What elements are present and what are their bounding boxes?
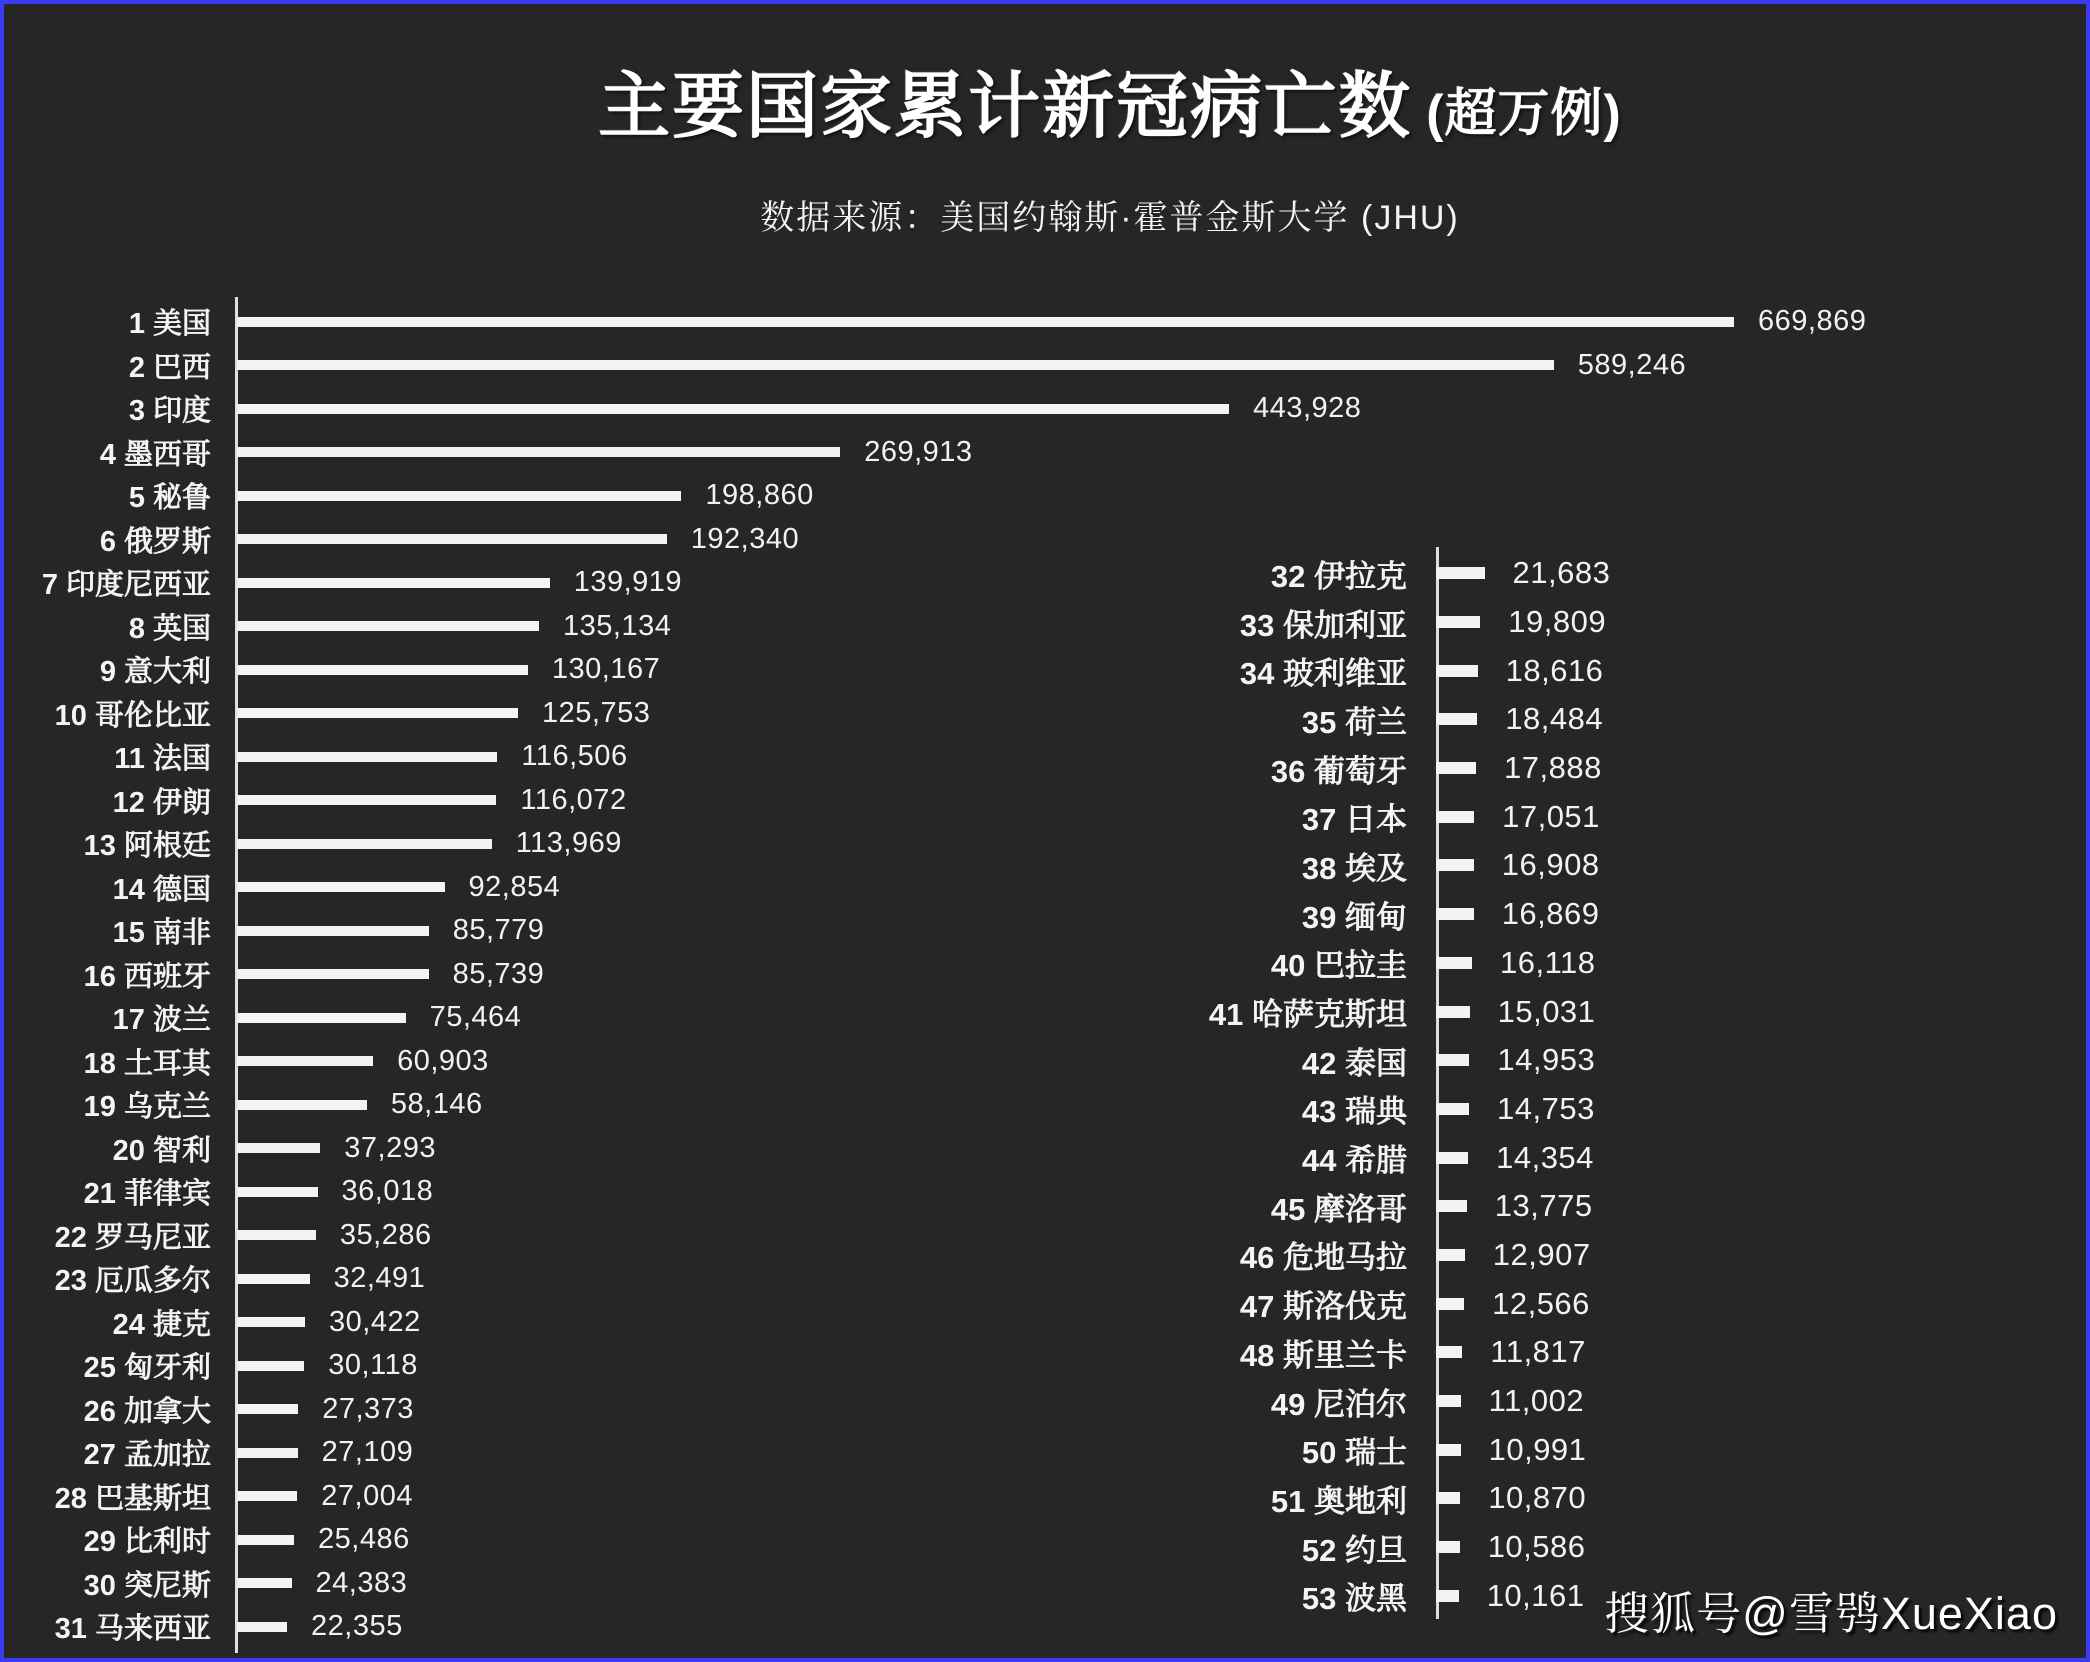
- bar-row-value: 85,779: [452, 914, 545, 947]
- bar-row-value: 22,355: [311, 1610, 403, 1643]
- bar: [237, 1013, 406, 1023]
- bar-row-label: 23 厄瓜多尔: [54, 1265, 211, 1298]
- bar-row-value: 113,969: [515, 827, 622, 860]
- bar-row-value: 15,031: [1497, 993, 1596, 1029]
- bar-row-value: 75,464: [429, 1001, 522, 1034]
- bar-row: [8, 431, 1866, 475]
- bar-row-value: 24,383: [315, 1566, 408, 1599]
- bar: [1436, 1200, 1467, 1212]
- bar-row-value: 12,907: [1492, 1236, 1591, 1272]
- bar-row-value: 130,167: [551, 653, 661, 686]
- bar-row-value: 10,991: [1488, 1431, 1587, 1467]
- bar-row-value: 13,775: [1494, 1188, 1593, 1224]
- bar-row: [1154, 549, 1610, 598]
- bar-row: [8, 300, 1866, 344]
- bar-row-value: 18,616: [1505, 652, 1604, 688]
- bar-row-label: 36 葡萄牙: [1270, 753, 1407, 789]
- chart-title-main: 主要国家累计新冠病亡数: [598, 67, 1413, 147]
- bar-row-value: 16,908: [1501, 847, 1600, 883]
- bar: [237, 1274, 310, 1284]
- bar-row-label: 24 捷克: [112, 1308, 211, 1341]
- bar-row-label: 52 约旦: [1301, 1532, 1407, 1568]
- bar-row-value: 27,004: [321, 1479, 413, 1512]
- bar-row: [1154, 1377, 1610, 1426]
- bar-row-label: 46 危地马拉: [1239, 1240, 1407, 1276]
- bar: [1436, 713, 1477, 725]
- bar-row-value: 25,486: [318, 1523, 410, 1556]
- bar-row-label: 8 英国: [128, 612, 211, 645]
- bar-row-label: 22 罗马尼亚: [54, 1221, 211, 1254]
- bar: [237, 1100, 367, 1110]
- bar: [1436, 1492, 1460, 1504]
- bar-row-value: 32,491: [333, 1262, 426, 1295]
- bar-row: [1154, 1328, 1610, 1377]
- bar-row-value: 58,146: [390, 1088, 483, 1121]
- bar: [237, 360, 1554, 370]
- bar: [237, 1317, 305, 1327]
- bar: [237, 1230, 316, 1240]
- bar-row-value: 116,506: [521, 740, 628, 773]
- bar: [237, 665, 528, 675]
- bar-row-label: 9 意大利: [99, 656, 211, 689]
- bar-row-value: 36,018: [341, 1175, 434, 1208]
- bar-row-label: 14 德国: [112, 873, 211, 906]
- bar-row-label: 18 土耳其: [83, 1047, 211, 1080]
- bar-row-value: 192,340: [690, 522, 800, 555]
- bar-row-value: 11,002: [1488, 1383, 1585, 1419]
- bar-row: [1154, 1133, 1610, 1182]
- bar-row: [1154, 1571, 1610, 1620]
- bar: [1436, 616, 1480, 628]
- bar-row-label: 20 智利: [112, 1134, 211, 1167]
- bar-row-value: 135,134: [563, 609, 672, 642]
- watermark: 搜狐号@雪鸮XueXiao: [1604, 1588, 2058, 1639]
- bar-row-value: 14,753: [1497, 1090, 1595, 1126]
- bar-row-value: 17,051: [1502, 798, 1600, 834]
- bar-row-value: 669,869: [1758, 305, 1867, 338]
- bar: [1436, 1006, 1470, 1018]
- bar: [237, 1056, 373, 1066]
- chart-subtitle: 数据来源：美国约翰斯·霍普金斯大学 (JHU): [760, 199, 1460, 237]
- bar-row-label: 13 阿根廷: [83, 830, 211, 863]
- bar-row: [1154, 1036, 1610, 1085]
- bar-row-value: 11,817: [1490, 1334, 1586, 1370]
- bar-row: [1154, 1085, 1610, 1134]
- bar-row-value: 17,888: [1504, 750, 1602, 786]
- bar-row-value: 198,860: [705, 479, 814, 512]
- bar-row-value: 30,422: [329, 1305, 421, 1338]
- bar: [1436, 1103, 1469, 1115]
- bar-row-value: 10,586: [1487, 1529, 1586, 1565]
- bar: [237, 839, 492, 849]
- bar: [1436, 1444, 1461, 1456]
- bar: [1436, 1054, 1469, 1066]
- bar: [237, 317, 1734, 327]
- bar-row-label: 53 波黑: [1301, 1581, 1407, 1617]
- bar-row-value: 10,870: [1488, 1480, 1587, 1516]
- bar: [237, 1622, 287, 1632]
- bar-row-label: 15 南非: [112, 917, 211, 950]
- bar-row-label: 34 玻利维亚: [1239, 656, 1407, 692]
- bar-row-label: 7 印度尼西亚: [41, 569, 211, 602]
- bar: [1436, 1395, 1461, 1407]
- bar-row-value: 14,354: [1496, 1139, 1594, 1175]
- bar-row-label: 38 埃及: [1301, 850, 1407, 886]
- bar-row-label: 49 尼泊尔: [1270, 1386, 1407, 1422]
- bar-row-label: 28 巴基斯坦: [54, 1482, 211, 1515]
- bar-row-label: 1 美国: [128, 308, 211, 341]
- bar-row-label: 26 加拿大: [83, 1395, 211, 1428]
- bar-row-label: 35 荷兰: [1301, 704, 1407, 740]
- bar-row-label: 10 哥伦比亚: [54, 699, 211, 732]
- bar-row-label: 25 匈牙利: [83, 1352, 211, 1385]
- bar-row-value: 35,286: [339, 1218, 432, 1251]
- bar-row-label: 48 斯里兰卡: [1239, 1337, 1407, 1373]
- bar-row: [8, 387, 1866, 431]
- bar-row-label: 11 法国: [114, 743, 211, 776]
- bar: [237, 969, 429, 979]
- bar: [1436, 859, 1474, 871]
- bar-row-label: 21 菲律宾: [83, 1178, 211, 1211]
- bar: [237, 1361, 304, 1371]
- chart-title-suffix: (超万例): [1426, 85, 1622, 143]
- bar-row-label: 2 巴西: [128, 351, 211, 384]
- bar-row-value: 443,928: [1253, 392, 1362, 425]
- bar-row-value: 18,484: [1505, 701, 1604, 737]
- bar-row-label: 3 印度: [128, 395, 211, 428]
- bar: [1436, 665, 1478, 677]
- bar-row: [1154, 598, 1610, 647]
- bar: [237, 447, 840, 457]
- bar-row: [1154, 1231, 1610, 1280]
- bar-row-value: 12,566: [1492, 1285, 1590, 1321]
- bar: [1436, 1152, 1468, 1164]
- bar-row-label: 5 秘鲁: [128, 482, 211, 515]
- bar: [1436, 908, 1474, 920]
- bar-row-value: 14,953: [1497, 1042, 1596, 1078]
- bar-row-label: 29 比利时: [83, 1526, 211, 1559]
- bar-row-value: 27,109: [321, 1436, 414, 1469]
- bar-row: [1154, 1425, 1610, 1474]
- bar: [237, 1535, 294, 1545]
- bar-row-value: 92,854: [468, 870, 561, 903]
- bar: [1436, 811, 1474, 823]
- bar: [1436, 1249, 1465, 1261]
- bar-row-label: 40 巴拉圭: [1270, 948, 1407, 984]
- bar-row: [1154, 646, 1610, 695]
- bar-row: [8, 344, 1866, 388]
- bar-row-label: 51 奥地利: [1270, 1483, 1407, 1519]
- bar-row-value: 116,072: [520, 783, 627, 816]
- bar: [1436, 567, 1485, 579]
- bar-row-label: 31 马来西亚: [54, 1613, 211, 1646]
- bar: [237, 1404, 298, 1414]
- bar-row-value: 85,739: [452, 957, 545, 990]
- bar-row-label: 37 日本: [1301, 802, 1407, 838]
- bar: [1436, 1298, 1464, 1310]
- bar-row-label: 27 孟加拉: [83, 1439, 211, 1472]
- bar-row: [1154, 695, 1610, 744]
- bar-row-value: 60,903: [397, 1044, 489, 1077]
- bar: [237, 708, 518, 718]
- bar: [237, 882, 445, 892]
- bar-row-label: 43 瑞典: [1301, 1094, 1407, 1130]
- bar: [237, 1578, 292, 1588]
- bar-row-value: 10,161: [1486, 1577, 1585, 1613]
- bar: [1436, 1590, 1459, 1602]
- bar-row-value: 125,753: [542, 696, 651, 729]
- bar-row-value: 21,683: [1512, 555, 1611, 591]
- bar-row-label: 17 波兰: [112, 1004, 211, 1037]
- bar-row-label: 12 伊朗: [112, 786, 211, 819]
- bar-row-label: 47 斯洛伐克: [1239, 1289, 1407, 1325]
- bar: [1436, 762, 1476, 774]
- bar: [237, 1187, 318, 1197]
- bar-row: [1154, 1182, 1610, 1231]
- bar-row: [1154, 987, 1610, 1036]
- bar-row: [1154, 890, 1610, 939]
- bar-row-label: 19 乌克兰: [83, 1091, 211, 1124]
- bar-row-label: 39 缅甸: [1301, 899, 1407, 935]
- bar-row-label: 50 瑞士: [1301, 1435, 1407, 1471]
- bar-row: [1154, 744, 1610, 793]
- bar-row-value: 37,293: [344, 1131, 436, 1164]
- bar-row-value: 139,919: [573, 566, 683, 599]
- bar-row-label: 42 泰国: [1301, 1045, 1407, 1081]
- bar: [1436, 957, 1472, 969]
- bar-row-label: 33 保加利亚: [1239, 607, 1407, 643]
- bar-row-label: 44 希腊: [1301, 1143, 1407, 1179]
- bar-row: [1154, 1523, 1610, 1572]
- bar: [237, 404, 1229, 414]
- bar-row: [8, 474, 1866, 518]
- bar: [237, 795, 496, 805]
- bar: [237, 491, 681, 501]
- bar-row-label: 6 俄罗斯: [99, 525, 211, 558]
- bar: [237, 752, 497, 762]
- bar: [237, 1448, 298, 1458]
- bar-row-label: 41 哈萨克斯坦: [1208, 997, 1407, 1033]
- bar-row-label: 30 突尼斯: [83, 1569, 211, 1602]
- bar-row-value: 30,118: [328, 1349, 418, 1382]
- bar-row-label: 45 摩洛哥: [1270, 1191, 1407, 1227]
- bar-row-value: 16,869: [1501, 896, 1600, 932]
- bar: [237, 1143, 320, 1153]
- bar-row-value: 269,913: [864, 435, 973, 468]
- bar: [237, 578, 550, 588]
- bar-row-label: 4 墨西哥: [99, 438, 211, 471]
- bar-row: [1154, 1279, 1610, 1328]
- bar-row-value: 19,809: [1508, 604, 1607, 640]
- bar-row: [1154, 792, 1610, 841]
- chart-title: [4, 48, 2086, 152]
- bar-row: [1154, 841, 1610, 890]
- bar-row: [1154, 939, 1610, 988]
- bar-list-right: [1154, 549, 1610, 1620]
- bar-row-value: 27,373: [322, 1392, 414, 1425]
- bar-row-label: 32 伊拉克: [1270, 558, 1407, 594]
- bar: [1436, 1346, 1462, 1358]
- bar: [1436, 1541, 1460, 1553]
- bar: [237, 926, 429, 936]
- bar-row: [1154, 1474, 1610, 1523]
- bar-row-value: 589,246: [1577, 348, 1687, 381]
- bar: [237, 1491, 297, 1501]
- bar: [237, 534, 667, 544]
- bar: [237, 621, 539, 631]
- bar-row-value: 16,118: [1500, 944, 1596, 980]
- bar-row-label: 16 西班牙: [83, 960, 211, 993]
